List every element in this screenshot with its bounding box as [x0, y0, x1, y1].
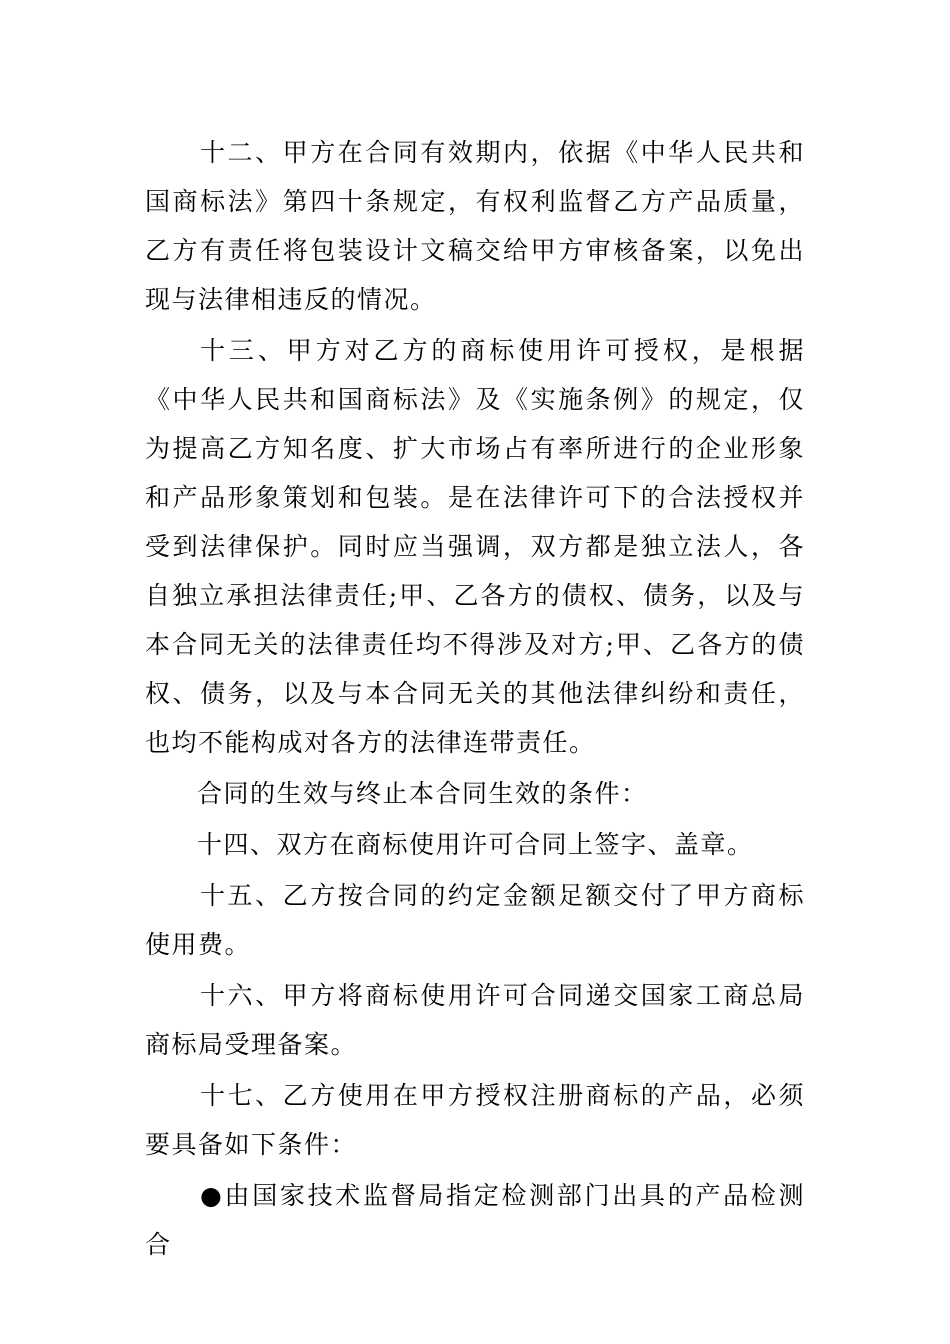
- clause-14: 十四、双方在商标使用许可合同上签字、盖章。: [197, 830, 754, 859]
- bullet-item: ●由国家技术监督局指定检测部门出具的产品检测合: [145, 1181, 805, 1259]
- clause-16: 十六、甲方将商标使用许可合同递交国家工商总局商标局受理备案。: [145, 981, 805, 1059]
- clause-12: 十二、甲方在合同有效期内，依据《中华人民共和国商标法》第四十条规定，有权利监督乙方产品质量，乙方有责任将包装设计文稿交给甲方审核备案，以免出现与法律相违反的情况。: [145, 138, 805, 314]
- clause-17: 十七、乙方使用在甲方授权注册商标的产品，必须要具备如下条件：: [145, 1081, 805, 1159]
- document-body: [145, 128, 805, 1269]
- section-heading-effect: 合同的生效与终止本合同生效的条件：: [197, 779, 648, 808]
- clause-15: 十五、乙方按合同的约定金额足额交付了甲方商标使用费。: [145, 881, 805, 959]
- clause-13: 十三、甲方对乙方的商标使用许可授权，是根据《中华人民共和国商标法》及《实施条例》的规定，仅为提高乙方知名度、扩大市场占有率所进行的企业形象和产品形象策划和包装。是在法律许可下的合法授权并受到法律保护。同时应当强调，双方都是独立法人，各自独立承担法律责任;甲、乙各方的债权、债务，以及与本合同无关的法律责任均不得涉及对方;甲、乙各方的债权、债务，以及与本合同无关的其他法律纠纷和责任，也均不能构成对各方的法律连带责任。: [145, 336, 805, 757]
